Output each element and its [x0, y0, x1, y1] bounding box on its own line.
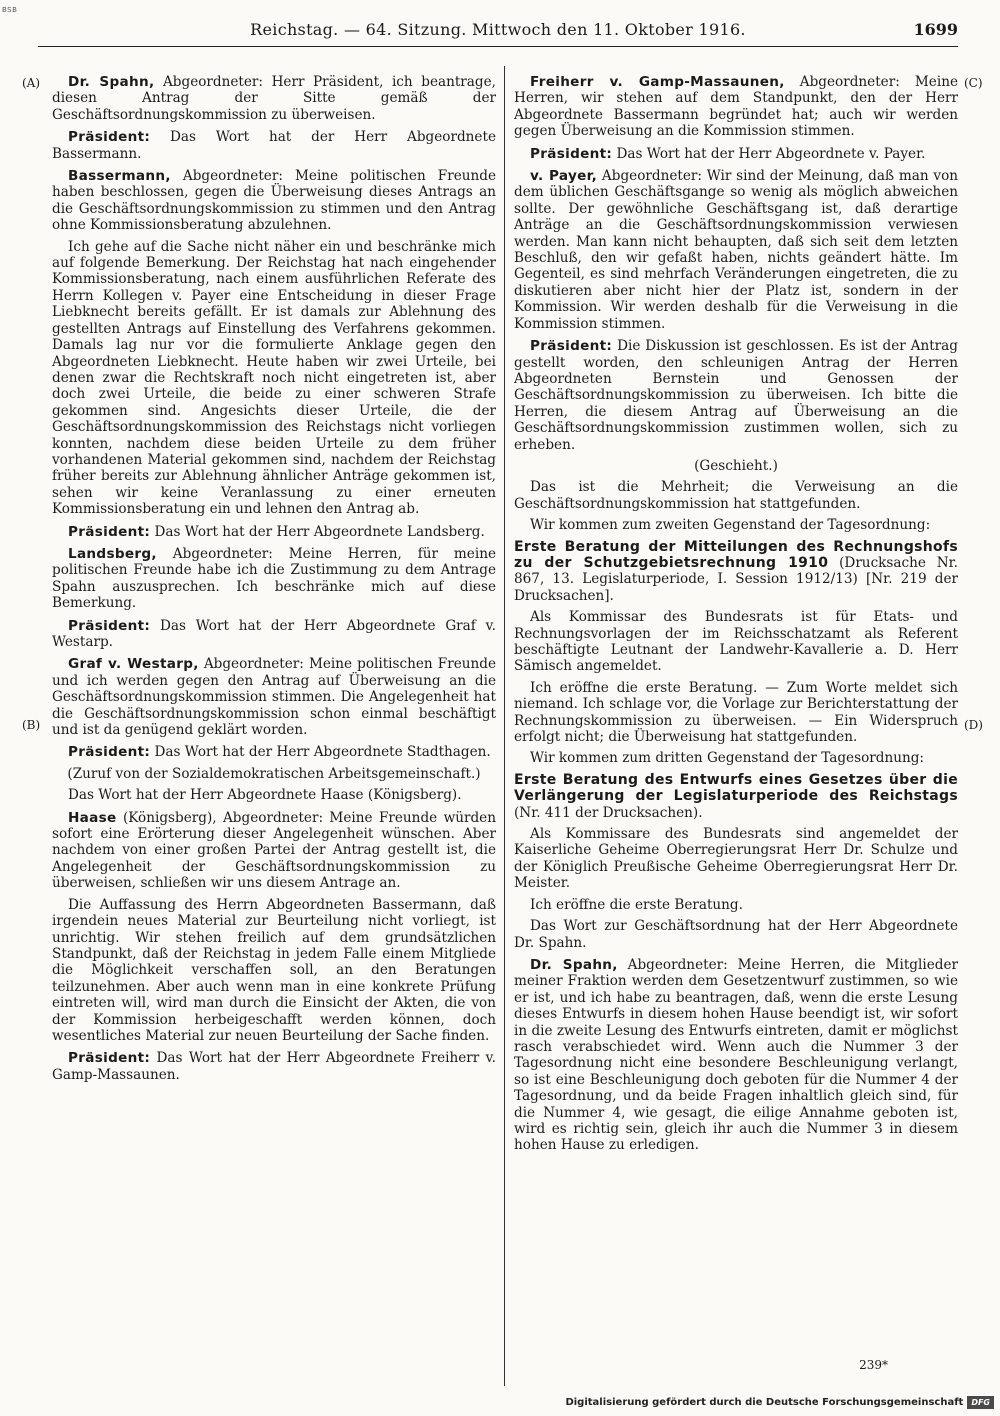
speech-text: Ich gehe auf die Sache nicht näher ein und beschränke mich auf folgende Bemerkung. Der Reichstag hat nach eingehender Kommissionsberatung, nach einem ausführlichen Referate des Herrn Kollegen v. Payer eine Entscheidung in dieser Frage Liebknecht bereits gefällt. Er ist damals zur Ablehnung des gestellten Antrags auf Einstellung des Verfahrens gekommen. Damals lag nur vor die formulierte Anklage gegen den Abgeordneten Liebknecht. Heute haben wir zwei Urteile, bei denen zwar die Rechtskraft noch nicht eingetreten ist, aber doch zwei Urteile, die beide zu einer schweren Strafe gekommen sind. Angesichts dieser Urteile, die der Geschäftsordnungskommission des Reichstags nicht vorliegen konnten, nachdem diese beiden Urteile zu dem früher vorhandenen Material gekommen sind, nachdem der Reichstag früher bereits zur Ablehnung ähnlicher Anträge gekommen ist, sehen wir keine Veranlassung zu einer erneuten Kommissionsberatung ein und lehnen den Antrag ab.	[52, 238, 496, 518]
speaker-name: Präsident:	[68, 617, 151, 634]
speech-text: Das Wort hat der Herr Abgeordnete Haase (Königsberg).	[68, 787, 462, 804]
speech-paragraph	[52, 524, 496, 540]
speech-paragraph	[514, 74, 958, 140]
speech-paragraph	[514, 146, 958, 162]
speaker-name: Freiherr v. Gamp-Massaunen,	[530, 74, 785, 90]
speech-paragraph	[52, 656, 496, 738]
margin-marker-d: (D)	[964, 718, 983, 732]
speech-paragraph	[514, 168, 958, 332]
signature-mark: 239*	[859, 1358, 888, 1372]
speech-text: Das Wort hat der Herr Abgeordnete Stadthagen.	[150, 744, 491, 761]
speech-text: Das Wort hat der Herr Abgeordnete Graf v. Westarp.	[52, 617, 496, 650]
speech-paragraph	[514, 897, 958, 913]
speaker-name: Präsident:	[530, 338, 613, 355]
speech-paragraph	[52, 129, 496, 162]
dfg-logo: DFG	[967, 1396, 994, 1409]
agenda-reference: (Drucksache Nr. 867, 13. Legislaturperiode, I. Session 1912/13) [Nr. 219 der Drucksachen].	[514, 554, 958, 604]
speech-text: Die Diskussion ist geschlossen. Es ist der Antrag gestellt worden, den schleunigen Antrag der Herren Abgeordneten Bernstein und Genossen der Geschäftsordnungskommission zu überweisen. Ich bitte die Herren, die diesem Antrag auf Überweisung an die Geschäftsordnungskommission zustimmen wollen, sich zu erheben.	[514, 338, 958, 453]
speech-text: Als Kommissar des Bundesrats ist für Etats- und Rechnungsvorlagen der im Reichsschatzamt als Referent beschäftigte Leutnant der Landwehr-Kavallerie a. D. Herr Sämisch angemeldet.	[514, 609, 958, 675]
page-title: Reichstag. — 64. Sitzung. Mittwoch den 11. Oktober 1916.	[250, 20, 746, 39]
speech-text: Das Wort hat der Herr Abgeordnete Bassermann.	[52, 129, 496, 162]
speech-text: Ich eröffne die erste Beratung.	[530, 896, 743, 913]
speech-paragraph	[52, 239, 496, 518]
speaker-name: Landsberg,	[68, 545, 157, 562]
speech-paragraph	[514, 338, 958, 453]
speech-text: Das Wort hat der Herr Abgeordnete Freiherr v. Gamp-Massaunen.	[52, 1050, 496, 1083]
speaker-name: Präsident:	[68, 523, 151, 540]
speaker-name: Dr. Spahn,	[68, 74, 155, 90]
speech-text: (Königsberg), Abgeordneter: Meine Freunde würden sofort eine Erörterung dieser Angelegenheit wünschen. Aber nachdem von einer großen Partei der Antrag gestellt ist, die Angelegenheit der Geschäftsordnungskommission zu überweisen, schließen wir uns diesem Antrage an.	[52, 809, 496, 892]
speech-paragraph	[52, 787, 496, 803]
margin-marker-a: (A)	[22, 76, 41, 90]
speech-text: Als Kommissare des Bundesrats sind angemeldet der Kaiserliche Geheime Oberregierungsrat Herr Dr. Schulze und der Königlich Preußische Geheime Oberregierungsrat Herr Dr. Meister.	[514, 826, 958, 892]
speech-text: Abgeordneter: Herr Präsident, ich beantrage, diesen Antrag der Sitte gemäß der Geschäftsordnungskommission zu überweisen.	[52, 74, 496, 123]
speech-paragraph	[52, 168, 496, 234]
speech-text: Wir kommen zum dritten Gegenstand der Tagesordnung:	[530, 750, 925, 767]
page-header	[38, 20, 958, 47]
speech-paragraph	[514, 826, 958, 892]
speaker-name: Präsident:	[68, 129, 151, 146]
speech-paragraph	[514, 680, 958, 746]
speech-text: Das ist die Mehrheit; die Verweisung an die Geschäftsordnungskommission hat stattgefunden.	[514, 479, 958, 512]
library-watermark: BSB	[2, 6, 18, 14]
speaker-name: Dr. Spahn,	[530, 956, 618, 973]
speech-paragraph	[52, 546, 496, 612]
speech-paragraph	[514, 957, 958, 1154]
speech-paragraph	[52, 744, 496, 760]
speech-paragraph	[514, 750, 958, 766]
speech-paragraph	[52, 618, 496, 651]
speech-paragraph	[514, 479, 958, 512]
speaker-name: Präsident:	[68, 1050, 151, 1067]
speech-text: Abgeordneter: Meine Herren, wir stehen auf dem Standpunkt, den der Herr Abgeordnete Bassermann begründet hat; auch wir werden gegen Überweisung an die Kommission stimmen.	[514, 74, 958, 140]
page-number: 1699	[913, 20, 958, 39]
speaker-name: Haase	[68, 809, 117, 826]
right-column	[514, 68, 958, 1159]
speech-text: Abgeordneter: Meine politischen Freunde haben beschlossen, gegen die Überweisung dieses Antrags an die Geschäftsordnungskommission zu stimmen und den Antrag ohne Kommissionsberatung abzulehnen.	[52, 168, 496, 234]
speech-text: Abgeordneter: Wir sind der Meinung, daß man von dem üblichen Geschäftsgange so wenig als möglich abweichen sollte. Der gewöhnliche Geschäftsgang ist, daß derartige Anträge an die Geschäftsordnungskommission verwiesen werden. Man kann nicht behaupten, daß sich seit dem letzten Beschluß, den wir gefaßt haben, nichts geändert hätte. Im Gegenteil, es sind mehrfach Veränderungen eingetreten, die zu diskutieren aber nicht hier der Platz ist, sondern in der Kommission. Wir werden deshalb für die Verweisung in die Kommission stimmen.	[514, 168, 959, 332]
agenda-reference: (Nr. 411 der Drucksachen).	[514, 804, 703, 821]
left-column	[52, 68, 496, 1088]
margin-marker-b: (B)	[22, 718, 41, 732]
interjection: (Zuruf von der Sozialdemokratischen Arbeitsgemeinschaft.)	[67, 765, 481, 782]
speaker-name: v. Payer,	[530, 168, 598, 185]
footer	[565, 1396, 994, 1409]
speech-paragraph	[52, 897, 496, 1045]
speech-paragraph	[52, 74, 496, 123]
speech-text: Abgeordneter: Meine Herren, die Mitglieder meiner Fraktion werden dem Gesetzentwurf zustimmen, so wie er ist, und ich habe zu beantragen, daß, wenn die erste Lesung dieses Entwurfs in diesem hohen Hause beendigt ist, wir sofort in die zweite Lesung des Entwurfs eintreten, damit er möglichst rasch verabschiedet wird. Wenn auch die Nummer 3 der Tagesordnung nicht eine besondere Beschleunigung verlangt, so ist eine Beschleunigung doch geboten für die Nummer 4 der Tagesordnung, und da beide Fragen inhaltlich gleich sind, für die Nummer 4, wie gesagt, die eilige Annahme geboten ist, wird es richtig sein, gleich ihr auch die Nummer 3 in diesem hohen Hause zu erledigen.	[514, 956, 958, 1154]
speech-text: Wir kommen zum zweiten Gegenstand der Tagesordnung:	[530, 517, 931, 534]
agenda-item	[514, 539, 958, 605]
speaker-name: Präsident:	[530, 145, 613, 162]
funding-note: Digitalisierung gefördert durch die Deutsche Forschungsgemeinschaft	[565, 1397, 964, 1408]
speaker-name: Graf v. Westarp,	[68, 656, 199, 673]
agenda-title: Erste Beratung der Mitteilungen des Rechnungshofs zu der Schutzgebietsrechnung 1910	[514, 538, 958, 571]
speech-text: Die Auffassung des Herrn Abgeordneten Bassermann, daß irgendein neues Material zur Beurteilung nicht vorliegt, ist unrichtig. Wir stehen freilich auf dem grundsätzlichen Standpunkt, daß der Reichstag in jedem Falle einem Mitgliede die Möglichkeit verschaffen soll, an den Beratungen teilzunehmen. Aber auch wenn man in eine konkrete Prüfung eintreten will, wird man durch die Einsicht der Akten, die von der Kommission herbeigeschafft werden können, doch wesentliches Material zur neuen Beurteilung der Sache finden.	[52, 896, 496, 1044]
speech-text: Abgeordneter: Meine politischen Freunde und ich werden gegen den Antrag auf Überweisung an die Geschäftsordnungskommission stimmen. Die Angelegenheit hat die Geschäftsordnungskommission schon einmal beschäftigt und ist da genügend geklärt worden.	[52, 656, 496, 739]
speech-text: Das Wort hat der Herr Abgeordnete Landsberg.	[150, 523, 485, 540]
interjection: (Geschieht.)	[694, 457, 778, 474]
speech-paragraph	[514, 609, 958, 675]
speech-paragraph	[52, 1050, 496, 1083]
speech-paragraph	[514, 918, 958, 951]
agenda-item	[514, 772, 958, 821]
speech-paragraph	[514, 517, 958, 533]
column-divider	[504, 66, 505, 1386]
speaker-name: Präsident:	[68, 744, 151, 761]
agenda-title: Erste Beratung des Entwurfs eines Gesetzes über die Verlängerung der Legislaturperiode des Reichstags	[514, 771, 958, 805]
speech-text: Abgeordneter: Meine Herren, für meine politischen Freunde habe ich die Zustimmung zu dem Antrage Spahn auszusprechen. Ich beschränke mich auf diese Bemerkung.	[52, 545, 496, 612]
speech-text: Das Wort hat der Herr Abgeordnete v. Payer.	[612, 145, 926, 162]
speech-text: Ich eröffne die erste Beratung. — Zum Worte meldet sich niemand. Ich schlage vor, die Vorlage zur Berichterstattung der Rechnungskommission zu überweisen. — Ein Widerspruch erfolgt nicht; die Überweisung hat stattgefunden.	[514, 679, 958, 746]
speech-paragraph	[52, 810, 496, 892]
speech-text: Das Wort zur Geschäftsordnung hat der Herr Abgeordnete Dr. Spahn.	[514, 918, 958, 951]
speaker-name: Bassermann,	[68, 168, 171, 185]
margin-marker-c: (C)	[964, 76, 983, 90]
